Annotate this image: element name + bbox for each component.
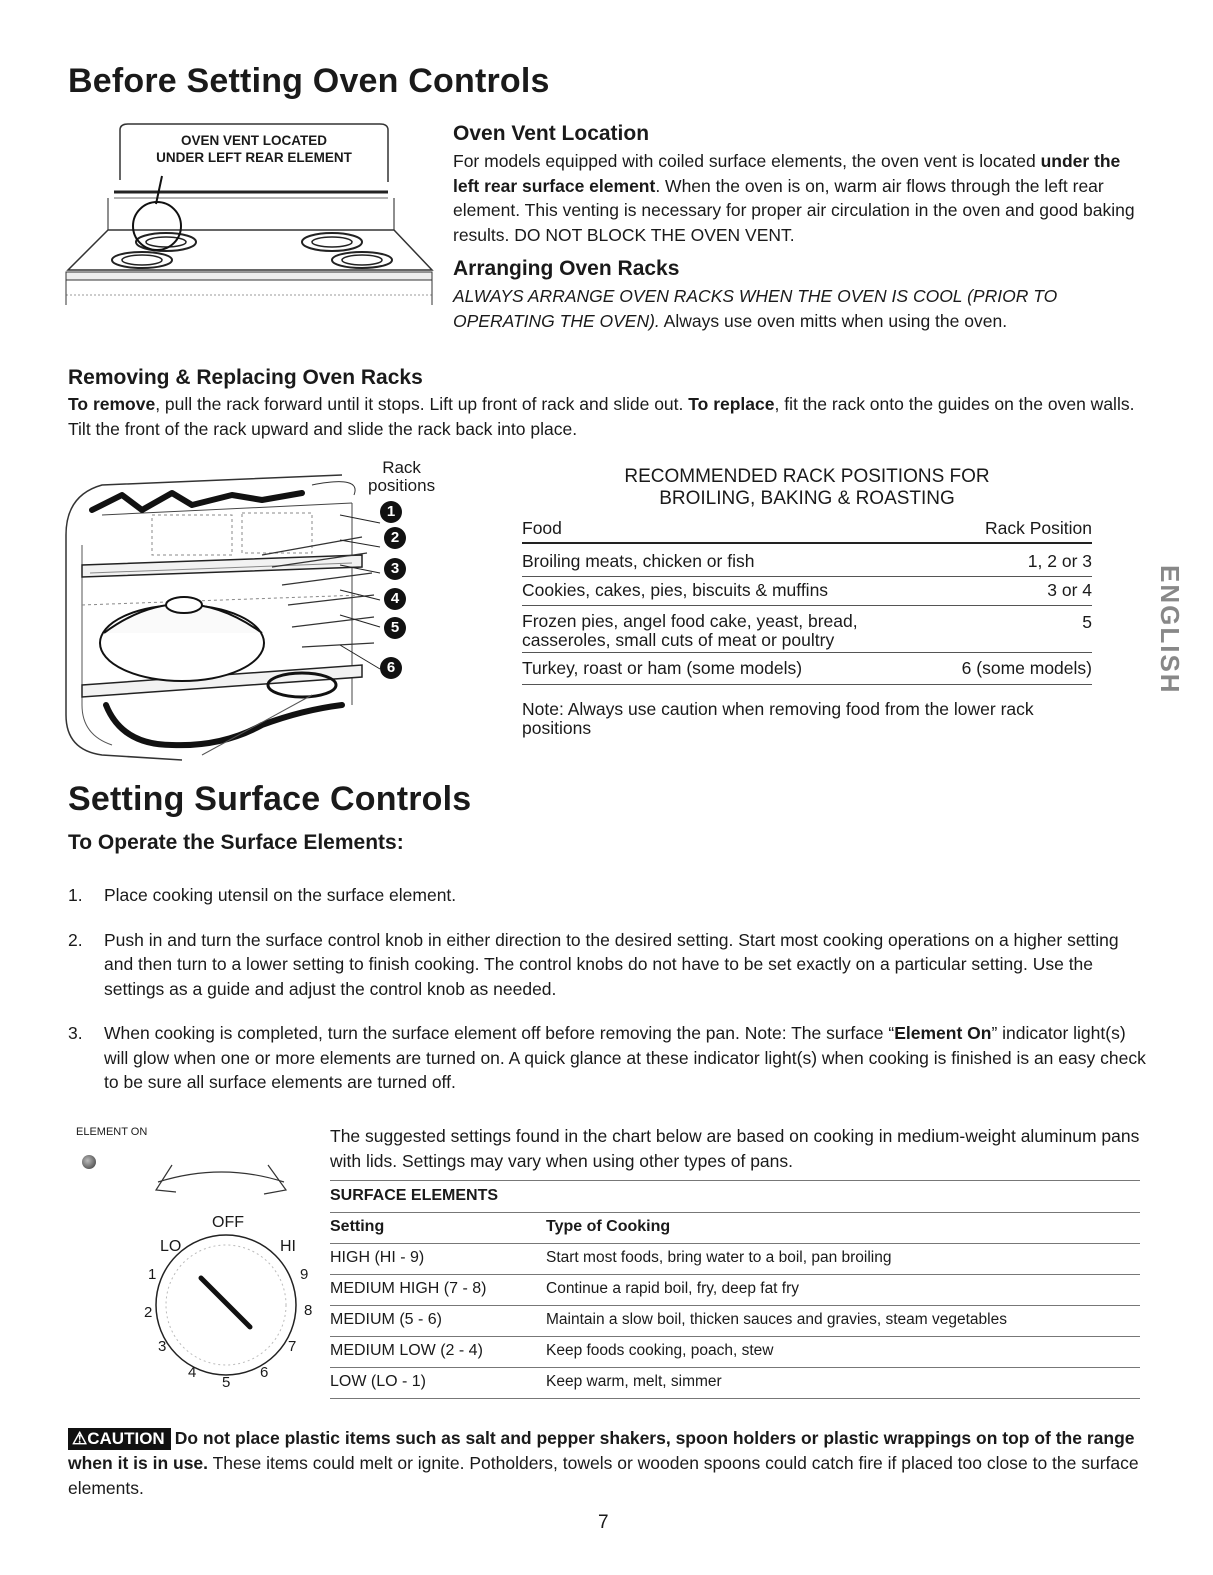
rack-number-5: 5 [384, 617, 406, 639]
rack-number-3: 3 [384, 558, 406, 580]
removing-racks-heading: Removing & Replacing Oven Racks [68, 366, 423, 389]
table-row: Frozen pies, angel food cake, yeast, bread, casseroles, small cuts of meat or poultry 5 [522, 612, 1092, 653]
list-item: 3. When cooking is completed, turn the surface element off before removing the pan. Note: The surface “Element On” indicator light(s) will glow when one or more elements are turned on. A quick glance at these indicator light(s) when cooking is finished is an easy check to be sure all surface elements are turned off. [68, 1023, 1146, 1092]
caution-notice: ⚠CAUTION Do not place plastic items such as salt and pepper shakers, spoon holders or plastic wrappings on top of the range when it is in use. These items could melt or ignite. Potholders, towels or wooden spoons could catch fire if placed too close to the surface elements. [68, 1428, 1139, 1498]
table-row: Cookies, cakes, pies, biscuits & muffins 3 or 4 [522, 580, 1092, 606]
list-item: 1. Place cooking utensil on the surface element. [68, 885, 457, 905]
oven-rack-figure [62, 455, 452, 765]
warning-triangle-icon: ⚠ [72, 1429, 88, 1448]
table-row: Turkey, roast or ham (some models) 6 (some models) [522, 658, 1092, 685]
rack-positions-table [522, 466, 1092, 746]
table-row: MEDIUM (5 - 6) Maintain a slow boil, thicken sauces and gravies, steam vegetables [330, 1305, 1140, 1337]
rack-table-note: Note: Always use caution when removing food from the lower rack positions [522, 699, 1034, 738]
rack-number-1: 1 [380, 501, 402, 523]
oven-vent-figure [62, 120, 434, 305]
table-row: Broiling meats, chicken or fish 1, 2 or 3 [522, 551, 1092, 577]
knob-illustration [72, 1122, 312, 1402]
surface-steps-list [68, 883, 1148, 1095]
arranging-racks-heading: Arranging Oven Racks [453, 257, 680, 280]
knob-hi-label: HI [280, 1238, 296, 1255]
knob-off-label: OFF [212, 1214, 244, 1231]
rack-table-header: Food Rack Position [522, 518, 1092, 544]
surface-controls-heading: Setting Surface Controls [68, 780, 472, 818]
surface-table-header: Setting Type of Cooking [330, 1212, 1140, 1244]
element-on-label: ELEMENT ON [76, 1126, 148, 1138]
rack-number-4: 4 [384, 588, 406, 610]
control-knob-figure [72, 1122, 312, 1402]
page-number: 7 [598, 1512, 609, 1533]
rack-number-6: 6 [380, 657, 402, 679]
caution-badge: ⚠CAUTION [68, 1428, 171, 1450]
knob-mark: 7 [288, 1338, 297, 1355]
page-title: Before Setting Oven Controls [68, 62, 550, 100]
surface-elements-table [330, 1180, 1140, 1403]
vent-figure-label: UNDER LEFT REAR ELEMENT [156, 150, 352, 165]
list-item: 2. Push in and turn the surface control knob in either direction to the desired setting. Start most cooking operations on a higher setting and then turn to a lower setting to finish cooking. The control knobs do not have to be set exactly on a particular setting. Use the settings as a guide and adjust the control knob as needed. [68, 929, 1119, 999]
rack-table-title: RECOMMENDED RACK POSITIONS FOR BROILING, BAKING & ROASTING [624, 466, 990, 509]
surface-table-title-row: SURFACE ELEMENTS [330, 1181, 1140, 1213]
knob-lo-label: LO [160, 1238, 182, 1255]
language-side-tab: ENGLISH [1155, 565, 1185, 695]
rack-positions-label: Rack [382, 458, 421, 477]
knob-mark: 9 [300, 1266, 309, 1283]
vent-figure-label: OVEN VENT LOCATED [180, 133, 327, 148]
rack-positions-label: positions [368, 476, 436, 495]
knob-mark: 5 [222, 1374, 231, 1391]
table-row: MEDIUM HIGH (7 - 8) Continue a rapid boil, fry, deep fat fry [330, 1274, 1140, 1306]
table-row: MEDIUM LOW (2 - 4) Keep foods cooking, poach, stew [330, 1336, 1140, 1368]
surface-subheading: To Operate the Surface Elements: [68, 831, 404, 854]
knob-mark: 1 [148, 1266, 157, 1283]
knob-mark: 8 [304, 1302, 313, 1319]
arranging-racks-text: ALWAYS ARRANGE OVEN RACKS WHEN THE OVEN IS COOL (PRIOR TO OPERATING THE OVEN). Always use oven mitts when using the oven. [453, 286, 1058, 331]
knob-mark: 4 [188, 1364, 197, 1381]
table-row: LOW (LO - 1) Keep warm, melt, simmer [330, 1367, 1140, 1399]
removing-racks-text: To remove, pull the rack forward until it stops. Lift up front of rack and slide out. To replace, fit the rack onto the guides on the oven walls. Tilt the front of the rack upward and slide the rack back into place. [68, 394, 1135, 439]
settings-intro: The suggested settings found in the chart below are based on cooking in medium-weight aluminum pans with lids. Settings may vary when using other types of pans. [330, 1126, 1140, 1171]
rack-number-2: 2 [384, 527, 406, 549]
knob-mark: 2 [144, 1304, 153, 1321]
knob-mark: 3 [158, 1338, 167, 1355]
oven-vent-heading: Oven Vent Location [453, 122, 650, 145]
oven-vent-text: For models equipped with coiled surface elements, the oven vent is located under the left rear surface element. When the oven is on, warm air flows through the left rear element. This venting is necessary for proper air circulation in the oven and good baking results. DO NOT BLOCK THE OVEN VENT. [453, 151, 1135, 245]
knob-mark: 6 [260, 1364, 269, 1381]
table-row: HIGH (HI - 9) Start most foods, bring water to a boil, pan broiling [330, 1243, 1140, 1275]
